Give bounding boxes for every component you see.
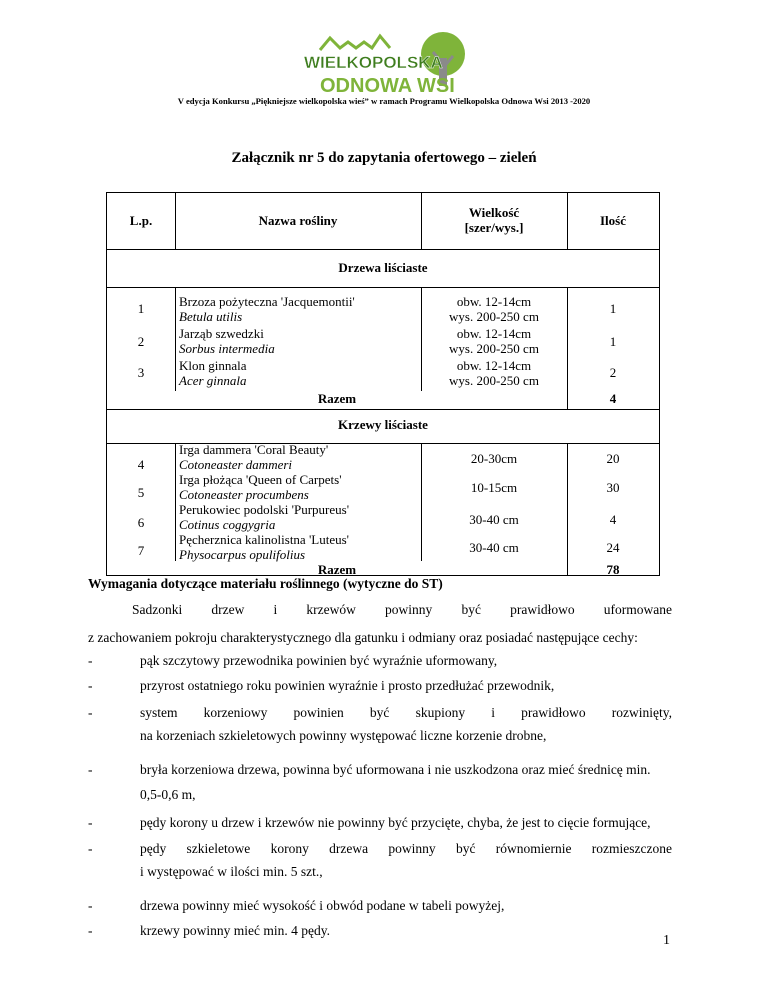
row-size: 10-15cm	[470, 480, 518, 495]
row-size: 30-40 cm	[469, 512, 519, 527]
size-girth: obw. 12-14cm	[456, 358, 532, 373]
bullet-dash: -	[88, 815, 93, 830]
plant-latin-name: Sorbus intermedia	[179, 341, 275, 356]
total-shrubs: 78	[606, 562, 620, 577]
plant-table	[106, 192, 660, 576]
total-trees: 4	[609, 391, 617, 406]
plant-latin-name: Cotoneaster procumbens	[179, 487, 309, 502]
word: pędy	[140, 841, 167, 856]
row-plant-name	[179, 502, 349, 532]
row-quantity: 2	[609, 365, 617, 380]
requirement-item: bryła korzeniowa drzewa, powinna być uformowana i nie uszkodzona oraz mieć średnicę min.	[140, 762, 651, 777]
header-lp: L.p.	[129, 213, 153, 228]
requirement-item-continuation: i występować w ilości min. 5 szt.,	[140, 864, 323, 879]
word: korony	[270, 841, 309, 856]
bullet-dash: -	[88, 841, 93, 856]
row-lp: 4	[137, 457, 145, 472]
row-plant-name	[179, 358, 247, 388]
word: uformowane	[603, 602, 672, 617]
word: powinny	[385, 602, 433, 617]
row-plant-name	[179, 532, 349, 562]
svg-text:ODNOWA WSI: ODNOWA WSI	[320, 75, 455, 97]
row-quantity: 24	[606, 540, 620, 555]
row-size	[421, 358, 567, 388]
logo-graphic	[298, 30, 473, 100]
program-header-line: V edycja Konkursu „Piękniejsze wielkopolska wieś” w ramach Programu Wielkopolska Odnowa Wsi 2013 -2020	[177, 96, 591, 106]
header-size-line2: [szer/wys.]	[464, 220, 524, 235]
plant-latin-name: Physocarpus opulifolius	[179, 547, 306, 562]
requirement-item	[140, 705, 672, 721]
row-quantity: 1	[609, 334, 617, 349]
row-size	[421, 326, 567, 356]
section-title-shrubs: Krzewy liściaste	[338, 417, 428, 432]
total-label-trees: Razem	[317, 391, 357, 406]
word: krzewów	[306, 602, 356, 617]
word: równomiernie	[495, 841, 572, 856]
requirement-item-continuation: na korzeniach szkieletowych powinny występować liczne korzenie drobne,	[140, 728, 547, 743]
requirement-item: krzewy powinny mieć min. 4 pędy.	[140, 923, 330, 938]
section-title-trees: Drzewa liściaste	[338, 260, 428, 275]
wielkopolska-odnowa-wsi-logo	[298, 30, 473, 100]
header-size	[421, 205, 567, 235]
plant-common-name: Perukowiec podolski 'Purpureus'	[179, 502, 350, 517]
size-girth: obw. 12-14cm	[456, 326, 532, 341]
document-title: Załącznik nr 5 do zapytania ofertowego – zieleń	[231, 150, 537, 166]
row-lp: 7	[137, 543, 145, 558]
word: korzeniowy	[203, 705, 268, 720]
requirement-item: przyrost ostatniego roku powinien wyraźnie i prosto przedłużać przewodnik,	[140, 678, 555, 693]
word: być	[455, 841, 476, 856]
size-girth: obw. 12-14cm	[456, 294, 532, 309]
word: być	[369, 705, 390, 720]
row-quantity: 4	[609, 512, 617, 527]
plant-common-name: Klon ginnala	[179, 358, 247, 373]
word: powinny	[388, 841, 436, 856]
svg-text:WIELKOPOLSKA: WIELKOPOLSKA	[304, 53, 443, 72]
header-quantity: Ilość	[600, 213, 626, 228]
word: skupiony	[415, 705, 466, 720]
row-plant-name	[179, 326, 275, 356]
row-quantity: 20	[606, 451, 620, 466]
size-height: wys. 200-250 cm	[449, 309, 539, 324]
requirement-item: drzewa powinny mieć wysokość i obwód podane w tabeli powyżej,	[140, 898, 505, 913]
requirements-intro-line2: z zachowaniem pokroju charakterystycznego dla gatunku i odmiany oraz posiadać następujące cechy:	[88, 630, 638, 645]
word: prawidłowo	[521, 705, 586, 720]
total-label-shrubs: Razem	[317, 562, 357, 577]
word: rozwinięty,	[611, 705, 672, 720]
word: drzew	[211, 602, 245, 617]
row-size: 20-30cm	[470, 451, 518, 466]
header-size-line1: Wielkość	[468, 205, 520, 220]
row-lp: 5	[137, 485, 145, 500]
word: powinien	[293, 705, 344, 720]
word: rozmieszczone	[591, 841, 672, 856]
word: i	[491, 705, 495, 720]
bullet-dash: -	[88, 678, 93, 693]
bullet-dash: -	[88, 705, 93, 720]
word: system	[140, 705, 178, 720]
plant-common-name: Irga płożąca 'Queen of Carpets'	[179, 472, 342, 487]
word: być	[461, 602, 481, 617]
row-lp: 3	[137, 365, 145, 380]
row-quantity: 1	[609, 301, 617, 316]
word: drzewa	[329, 841, 369, 856]
row-size	[421, 294, 567, 324]
plant-common-name: Brzoza pożyteczna 'Jacquemontii'	[179, 294, 355, 309]
row-lp: 6	[137, 515, 145, 530]
requirement-item-continuation: 0,5-0,6 m,	[140, 787, 196, 802]
plant-latin-name: Cotinus coggygria	[179, 517, 276, 532]
bullet-dash: -	[88, 653, 93, 668]
bullet-dash: -	[88, 898, 93, 913]
plant-latin-name: Betula utilis	[179, 309, 243, 324]
row-quantity: 30	[606, 480, 620, 495]
row-plant-name	[179, 472, 342, 502]
header-plant-name: Nazwa rośliny	[258, 213, 338, 228]
requirements-intro-line1	[132, 602, 672, 618]
plant-latin-name: Acer ginnala	[179, 373, 247, 388]
requirements-title: Wymagania dotyczące materiału roślinnego (wytyczne do ST)	[88, 576, 443, 591]
row-plant-name	[179, 294, 355, 324]
requirement-item: pąk szczytowy przewodnika powinien być wyraźnie uformowany,	[140, 653, 498, 668]
bullet-dash: -	[88, 762, 93, 777]
requirement-item: pędy korony u drzew i krzewów nie powinny być przycięte, chyba, że jest to cięcie formujące,	[140, 815, 651, 830]
row-plant-name	[179, 442, 328, 472]
page-number: 1	[663, 933, 670, 948]
size-height: wys. 200-250 cm	[449, 341, 539, 356]
word: Sadzonki	[132, 602, 183, 617]
row-lp: 2	[137, 334, 145, 349]
word: szkieletowe	[186, 841, 251, 856]
row-lp: 1	[137, 301, 145, 316]
plant-latin-name: Cotoneaster dammeri	[179, 457, 293, 472]
plant-common-name: Pęcherznica kalinolistna 'Luteus'	[179, 532, 350, 547]
word: prawidłowo	[510, 602, 575, 617]
word: i	[273, 602, 278, 617]
requirement-item	[140, 841, 672, 857]
row-size: 30-40 cm	[469, 540, 519, 555]
size-height: wys. 200-250 cm	[449, 373, 539, 388]
plant-common-name: Jarząb szwedzki	[179, 326, 264, 341]
bullet-dash: -	[88, 923, 93, 938]
plant-common-name: Irga dammera 'Coral Beauty'	[179, 442, 329, 457]
